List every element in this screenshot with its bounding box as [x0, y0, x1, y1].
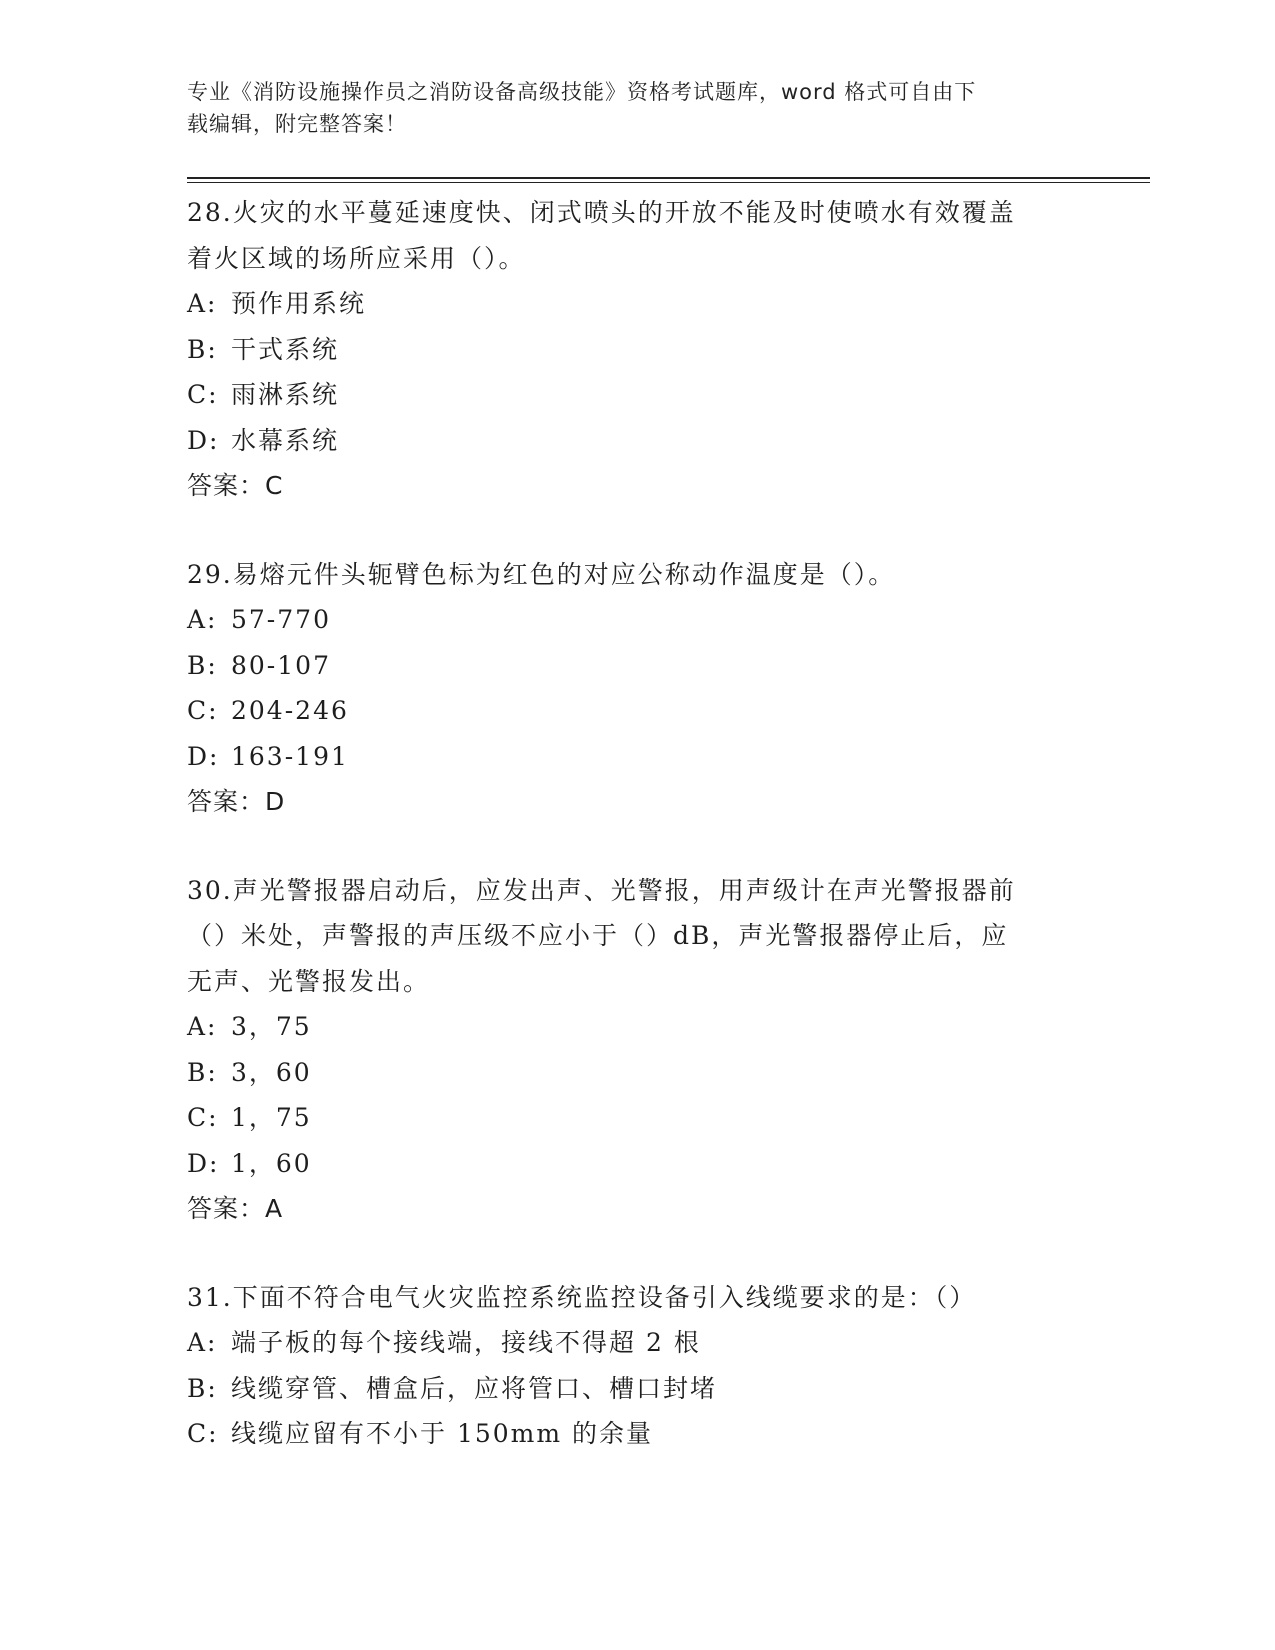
option-text: 预作用系统 [231, 289, 367, 318]
option-c [187, 688, 1087, 734]
option-text: 端子板的每个接线端，接线不得超 2 根 [231, 1328, 701, 1357]
option-text: 1，60 [231, 1148, 312, 1178]
option-c [187, 372, 1087, 418]
option-text: 1，75 [231, 1103, 312, 1132]
option-letter: B: [187, 1057, 218, 1087]
option-d [187, 418, 1087, 464]
option-b [187, 327, 1087, 373]
question-gap [187, 1232, 1087, 1275]
option-text: 线缆应留有不小于 150mm 的余量 [231, 1419, 654, 1448]
option-text: 3，60 [231, 1057, 312, 1087]
option-a [187, 1320, 1087, 1366]
option-letter: D: [187, 425, 220, 455]
option-d [187, 734, 1087, 780]
option-letter: A: [187, 1012, 218, 1041]
question-text-line: 着火区域的场所应采用（）。 [187, 243, 526, 273]
header-line-2: 载编辑，附完整答案！ [187, 112, 407, 136]
option-text: 80-107 [231, 650, 331, 680]
option-letter: A: [187, 289, 218, 318]
option-text: 204-246 [231, 696, 349, 725]
option-letter: C: [187, 1419, 219, 1448]
document-header [187, 76, 1067, 140]
option-a [187, 1004, 1087, 1050]
option-letter: A: [187, 605, 218, 634]
question-gap [187, 825, 1087, 868]
question-text-line: 无声、光警报发出。 [187, 966, 431, 996]
question-text-line: 31.下面不符合电气火灾监控系统监控设备引入线缆要求的是：（） [187, 1282, 977, 1312]
option-letter: C: [187, 380, 219, 409]
option-letter: A: [187, 1328, 218, 1357]
header-line-1: 专业《消防设施操作员之消防设备高级技能》资格考试题库，word 格式可自由下 [187, 80, 977, 104]
question-29 [187, 552, 1087, 825]
option-text: 3，75 [231, 1012, 312, 1041]
option-text: 干式系统 [231, 334, 340, 364]
option-text: 163-191 [231, 741, 349, 771]
question-text-line: 29.易熔元件头轭臂色标为红色的对应公称动作温度是（）。 [187, 559, 896, 589]
question-list [187, 190, 1087, 1457]
option-b [187, 1366, 1087, 1412]
option-letter: B: [187, 650, 218, 680]
question-30 [187, 868, 1087, 1232]
option-letter: C: [187, 696, 219, 725]
answer-label: 答案：C [187, 471, 284, 500]
question-text-line: 28.火灾的水平蔓延速度快、闭式喷头的开放不能及时使喷水有效覆盖 [187, 198, 1016, 227]
question-31 [187, 1275, 1087, 1457]
answer-label: 答案：A [187, 1194, 284, 1223]
question-text-line: （）米处，声警报的声压级不应小于（）dB，声光警报器停止后，应 [187, 921, 1009, 950]
option-text: 水幕系统 [231, 425, 340, 455]
option-text: 57-770 [231, 605, 331, 634]
option-letter: B: [187, 334, 218, 364]
header-divider-thin [187, 182, 1150, 183]
option-c [187, 1095, 1087, 1141]
option-c [187, 1411, 1087, 1457]
option-b [187, 1050, 1087, 1096]
question-gap [187, 509, 1087, 552]
answer-label: 答案：D [187, 787, 286, 816]
question-28 [187, 190, 1087, 509]
header-divider-thick [187, 177, 1150, 179]
option-letter: D: [187, 741, 220, 771]
option-b [187, 643, 1087, 689]
option-letter: D: [187, 1148, 220, 1178]
option-a [187, 281, 1087, 327]
option-text: 雨淋系统 [231, 380, 340, 409]
option-letter: C: [187, 1103, 219, 1132]
question-text-line: 30.声光警报器启动后，应发出声、光警报，用声级计在声光警报器前 [187, 875, 1016, 905]
option-text: 线缆穿管、槽盒后，应将管口、槽口封堵 [231, 1373, 718, 1403]
option-a [187, 597, 1087, 643]
option-letter: B: [187, 1373, 218, 1403]
option-d [187, 1141, 1087, 1187]
